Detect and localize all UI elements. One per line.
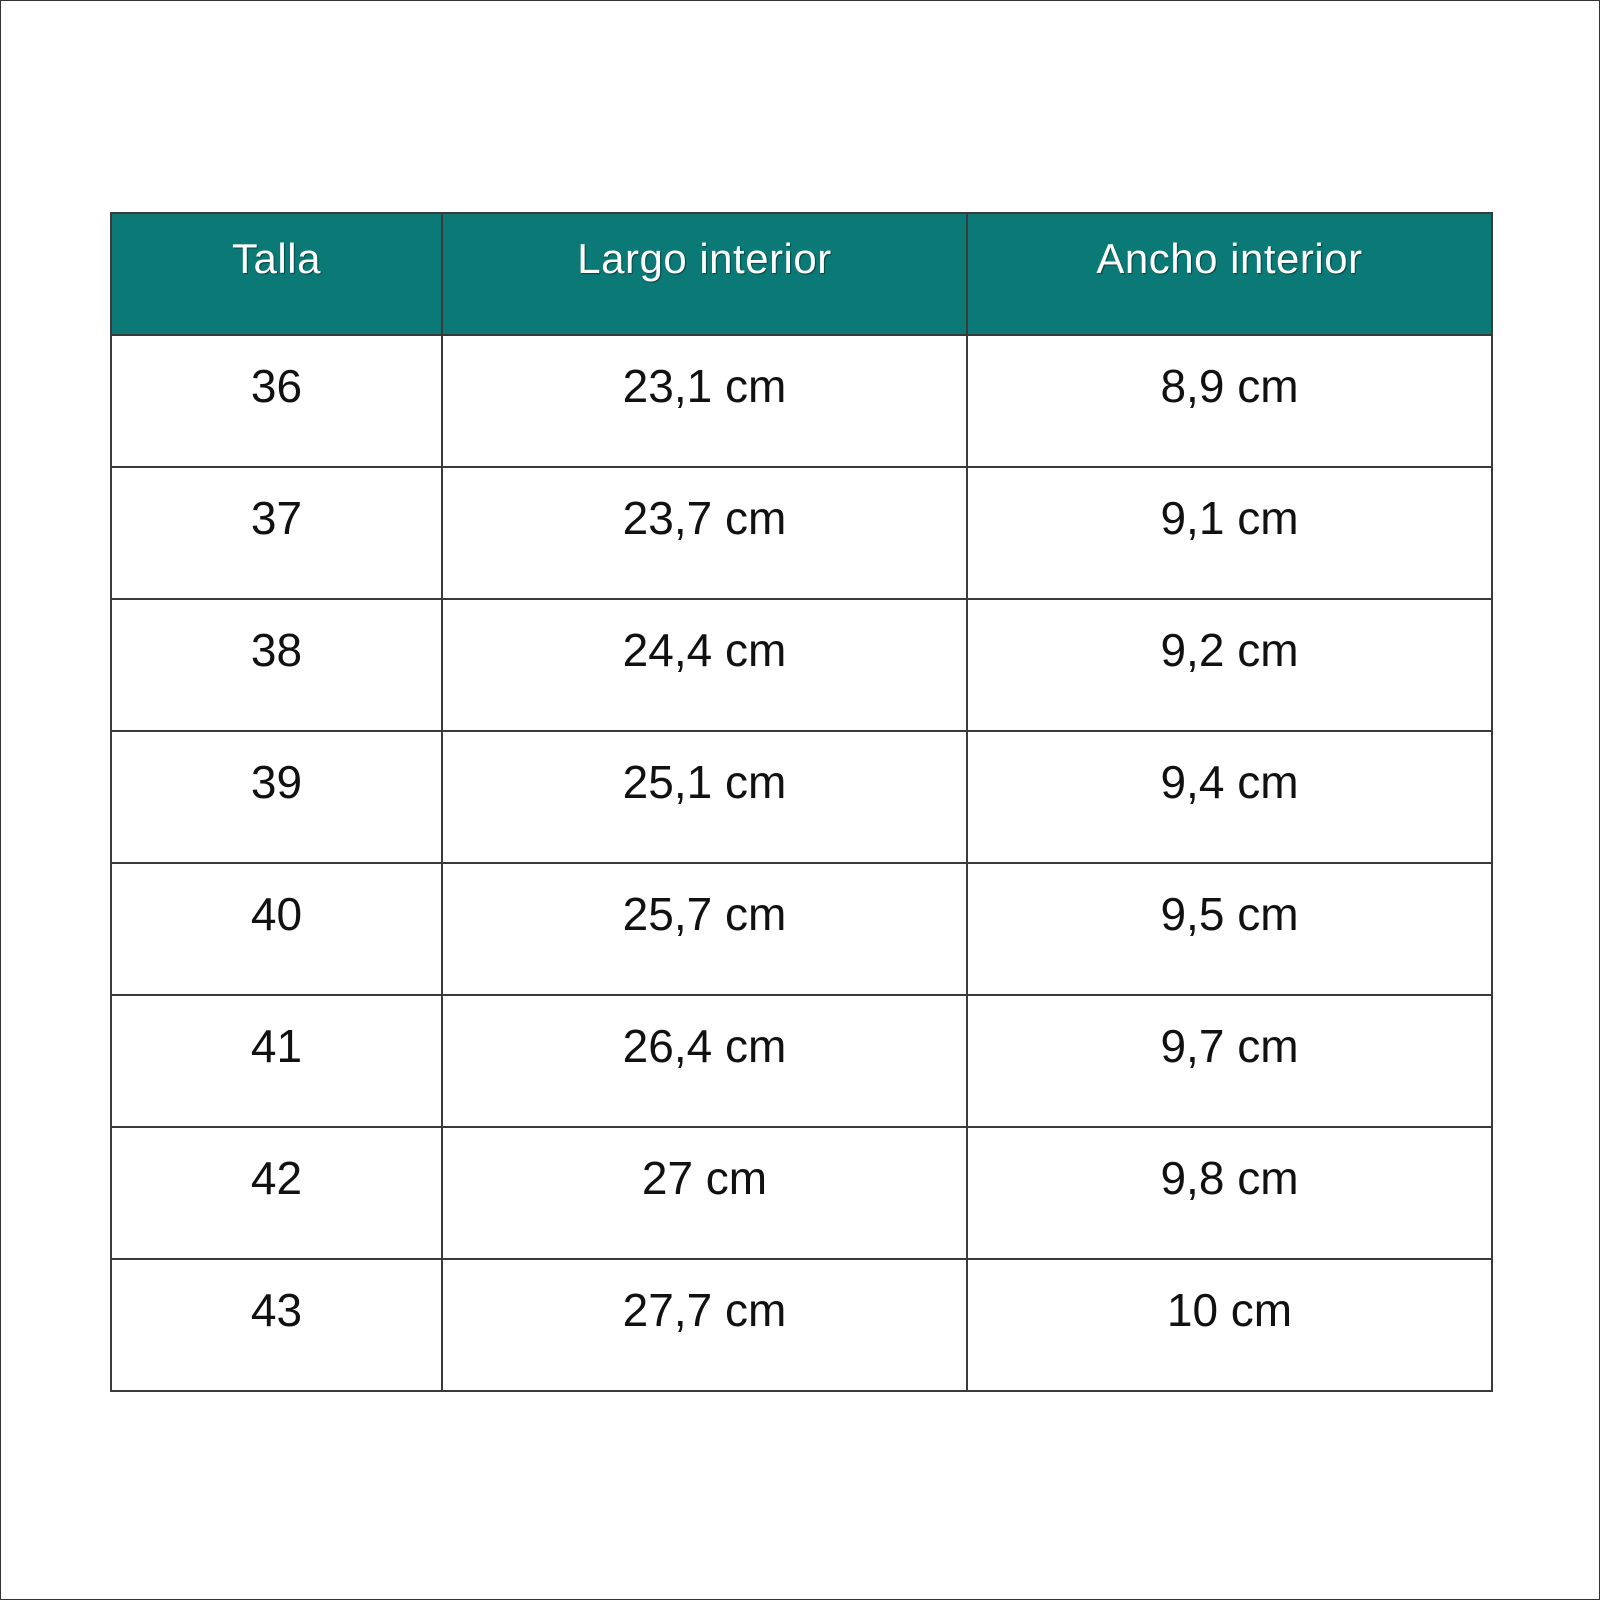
table-row	[111, 335, 1492, 467]
cell-largo-interior: 25,7 cm	[442, 863, 967, 995]
table-row	[111, 863, 1492, 995]
cell-largo-interior: 23,7 cm	[442, 467, 967, 599]
cell-largo-interior: 25,1 cm	[442, 731, 967, 863]
cell-talla: 37	[111, 467, 442, 599]
cell-ancho-interior: 9,4 cm	[967, 731, 1492, 863]
table-row	[111, 1259, 1492, 1391]
column-header-talla: Talla	[111, 213, 442, 335]
table-row	[111, 467, 1492, 599]
table-row	[111, 599, 1492, 731]
cell-ancho-interior: 9,5 cm	[967, 863, 1492, 995]
cell-ancho-interior: 8,9 cm	[967, 335, 1492, 467]
table-header	[111, 213, 1492, 335]
table-row	[111, 995, 1492, 1127]
column-header-ancho-interior: Ancho interior	[967, 213, 1492, 335]
cell-talla: 39	[111, 731, 442, 863]
cell-largo-interior: 23,1 cm	[442, 335, 967, 467]
cell-ancho-interior: 9,8 cm	[967, 1127, 1492, 1259]
cell-largo-interior: 26,4 cm	[442, 995, 967, 1127]
cell-largo-interior: 27 cm	[442, 1127, 967, 1259]
cell-talla: 42	[111, 1127, 442, 1259]
table-row	[111, 1127, 1492, 1259]
cell-talla: 38	[111, 599, 442, 731]
size-chart-table	[110, 212, 1493, 1392]
cell-talla: 41	[111, 995, 442, 1127]
cell-talla: 36	[111, 335, 442, 467]
table-body	[111, 335, 1492, 1391]
cell-talla: 40	[111, 863, 442, 995]
cell-ancho-interior: 10 cm	[967, 1259, 1492, 1391]
cell-ancho-interior: 9,2 cm	[967, 599, 1492, 731]
column-header-largo-interior: Largo interior	[442, 213, 967, 335]
cell-ancho-interior: 9,1 cm	[967, 467, 1492, 599]
header-row	[111, 213, 1492, 335]
table-row	[111, 731, 1492, 863]
cell-talla: 43	[111, 1259, 442, 1391]
cell-largo-interior: 24,4 cm	[442, 599, 967, 731]
cell-ancho-interior: 9,7 cm	[967, 995, 1492, 1127]
cell-largo-interior: 27,7 cm	[442, 1259, 967, 1391]
